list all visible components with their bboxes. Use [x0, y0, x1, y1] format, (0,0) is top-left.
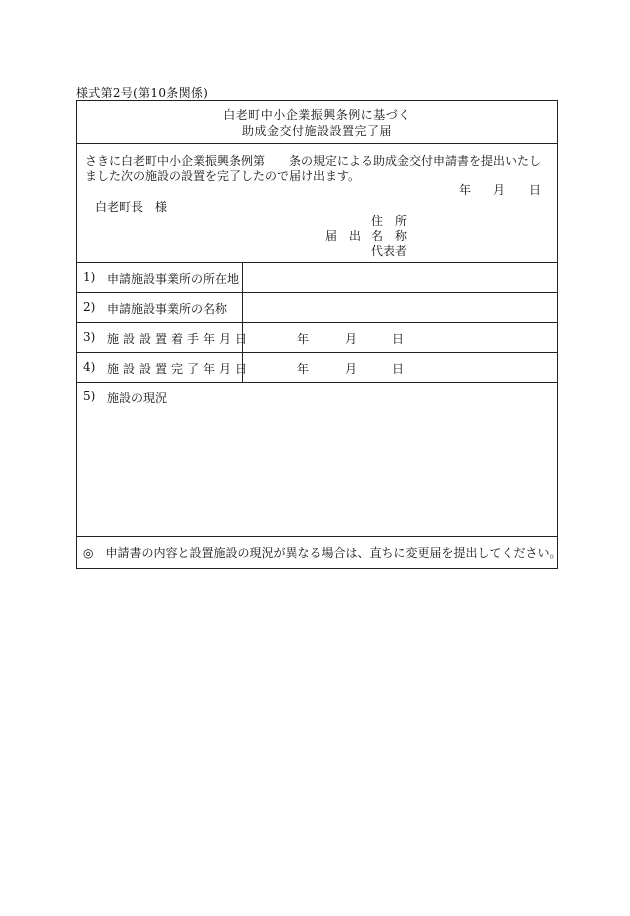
row-5-label: 施設の現況: [107, 391, 168, 405]
form-number: 様式第2号(第10条関係): [76, 86, 209, 100]
form-note: ◎ 申請書の内容と設置施設の現況が異なる場合は、直ちに変更届を提出してください。: [83, 546, 562, 560]
addressee: 白老町長 様: [95, 200, 168, 214]
row-4-year: 年: [297, 362, 310, 376]
row-3-year: 年: [297, 332, 310, 346]
note-divider: [77, 536, 557, 537]
row-divider-1: [77, 262, 557, 263]
form-title-line1: 白老町中小企業振興条例に基づく: [223, 108, 411, 122]
date-day-label: 日: [529, 183, 542, 197]
statement-line2: ました次の施設の設置を完了したので届け出ます。: [85, 169, 361, 183]
row-1-label: 申請施設事業所の所在地: [107, 272, 240, 286]
applicant-address-label: 住 所: [371, 214, 408, 228]
statement-line1: さきに白老町中小企業振興条例第 条の規定による助成金交付申請書を提出いたし: [85, 154, 542, 168]
date-year-label: 年: [459, 183, 472, 197]
row-3-day: 日: [392, 332, 405, 346]
row-4-number: 4): [83, 360, 96, 374]
row-3-label: 施設設置着手年月日: [107, 332, 252, 346]
row-4-month: 月: [345, 362, 358, 376]
applicant-representative-label: 代表者: [371, 244, 408, 258]
row-divider-4: [77, 352, 557, 353]
row-3-number: 3): [83, 330, 96, 344]
row-3-month: 月: [345, 332, 358, 346]
row-divider-5: [77, 382, 557, 383]
title-divider: [77, 143, 557, 144]
row-divider-2: [77, 292, 557, 293]
date-month-label: 月: [493, 183, 506, 197]
row-4-day: 日: [392, 362, 405, 376]
row-divider-3: [77, 322, 557, 323]
row-4-label: 施設設置完了年月日: [107, 362, 252, 376]
form-title-line2: 助成金交付施設設置完了届: [241, 124, 392, 138]
applicant-name-label: 名 称: [371, 229, 408, 243]
row-2-label: 申請施設事業所の名称: [107, 302, 228, 316]
row-1-number: 1): [83, 270, 96, 284]
row-5-number: 5): [83, 389, 96, 403]
row-2-number: 2): [83, 300, 96, 314]
applicant-submitter-label: 届 出: [325, 229, 362, 243]
form-frame: [76, 100, 562, 569]
